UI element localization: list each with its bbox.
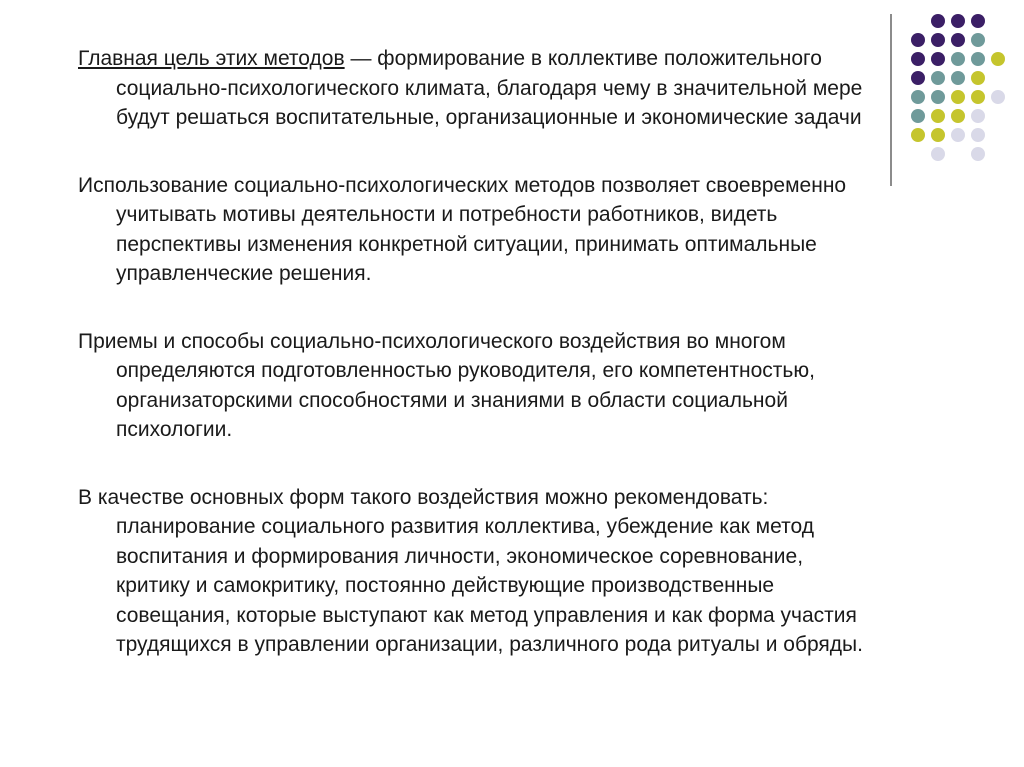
- decorative-dot: [971, 109, 985, 123]
- paragraph-techniques-text: Приемы и способы социально-психологического воздействия во многом определяются подготовленностью руководителя, его компетентностью, организаторскими способностями и знаниями в области социальной психологии.: [78, 329, 815, 441]
- decorative-dot: [911, 33, 925, 47]
- slide-content: [78, 44, 878, 660]
- paragraph-goal: [78, 44, 878, 133]
- paragraph-goal-text: — формирование в коллективе положительного социально-психологического климата, благодаря чему в значительной мере будут решаться воспитательные, организационные и экономические задачи: [116, 47, 863, 129]
- decorative-dot: [971, 33, 985, 47]
- paragraph-forms: [78, 483, 878, 660]
- decorative-dot: [971, 147, 985, 161]
- decorative-dot: [931, 52, 945, 66]
- decorative-dot: [951, 33, 965, 47]
- decorative-dot: [931, 109, 945, 123]
- decorative-dot: [971, 128, 985, 142]
- decorative-dot: [951, 14, 965, 28]
- decorative-dot: [971, 52, 985, 66]
- decorative-dot: [931, 128, 945, 142]
- paragraph-goal-lead: Главная цель этих методов: [78, 47, 345, 70]
- paragraph-usage: [78, 171, 878, 289]
- decorative-dot: [931, 90, 945, 104]
- decorative-dot: [931, 147, 945, 161]
- paragraph-usage-text: Использование социально-психологических методов позволяет своевременно учитывать мотивы деятельности и потребности работников, видеть перспективы изменения конкретной ситуации, принимать оптимальные управленческие решения.: [78, 173, 847, 285]
- decorative-dot: [971, 14, 985, 28]
- decorative-dot: [931, 14, 945, 28]
- decorative-dot: [931, 33, 945, 47]
- decorative-dot: [971, 90, 985, 104]
- decorative-dot: [911, 90, 925, 104]
- decorative-dot: [971, 71, 985, 85]
- decorative-dot: [911, 52, 925, 66]
- decorative-dot: [931, 71, 945, 85]
- decorative-dot: [951, 90, 965, 104]
- decorative-dot: [951, 52, 965, 66]
- decorative-dot: [951, 109, 965, 123]
- decorative-dot: [991, 52, 1005, 66]
- paragraph-forms-text: В качестве основных форм такого воздействия можно рекомендовать: планирование социального развития коллектива, убеждение как метод воспитания и формирования личности, экономическое соревнование, критику и самокритику, постоянно действующие производственные совещания, которые выступают как метод управления и как форма участия трудящихся в управлении организации, различного рода ритуалы и обряды.: [78, 485, 863, 656]
- decorative-dot: [991, 90, 1005, 104]
- paragraph-techniques: [78, 327, 878, 445]
- decorative-dot: [911, 128, 925, 142]
- decorative-dot: [951, 71, 965, 85]
- decorative-dot: [951, 128, 965, 142]
- decorative-dot: [911, 109, 925, 123]
- decorative-dot: [911, 71, 925, 85]
